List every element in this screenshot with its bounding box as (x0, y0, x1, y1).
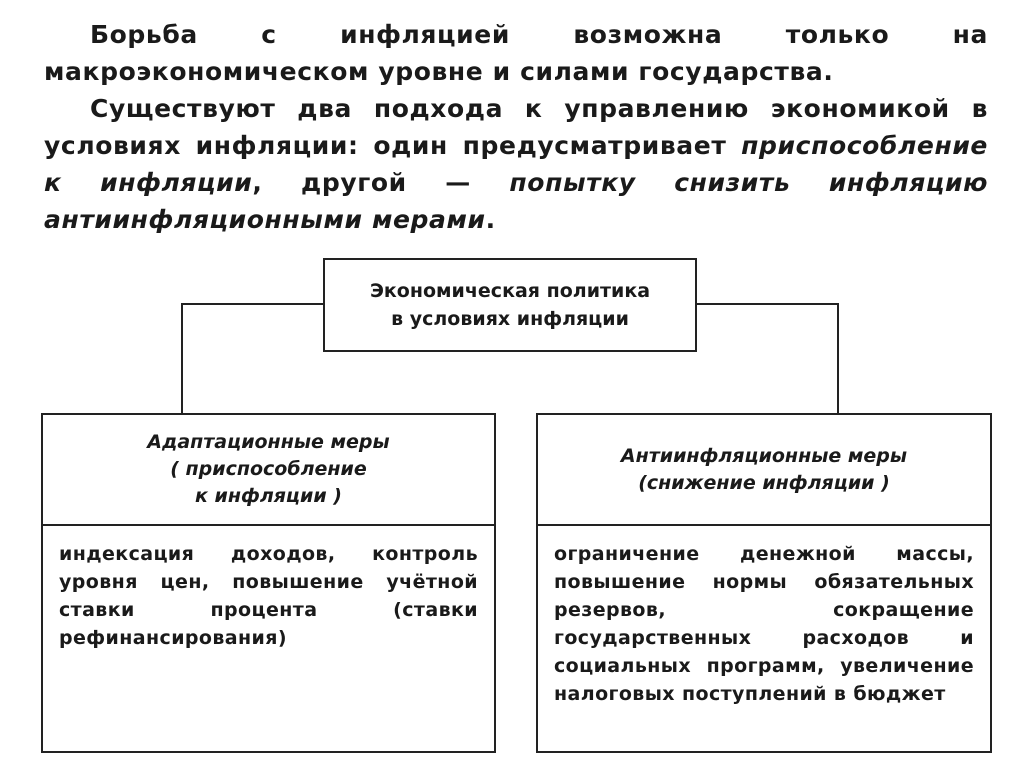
branch-anti-inflation-title-line-2: (снижение инфляции ) (638, 471, 890, 494)
connector-left-vertical (181, 303, 183, 415)
branch-adaptation-body: индексация доходов, контроль уровня цен, повышение учётной ставки процента (ставки рефинансирования) (59, 543, 478, 649)
branch-adaptation-title-line-2: ( приспособление (170, 458, 367, 480)
connector-right-horizontal (695, 303, 839, 305)
branch-adaptation-title-line-3: к инфляции ) (195, 485, 342, 507)
intro-paragraph-2-part-1: Существуют два подхода к управлению экономикой в условиях инфляции: один предусматривает (44, 94, 988, 160)
connector-right-vertical (837, 303, 839, 415)
intro-paragraph-2-end: . (485, 205, 496, 234)
root-node-line-2: в условиях инфляции (391, 308, 629, 330)
branch-adaptation-header (43, 415, 494, 526)
connector-left-horizontal (181, 303, 325, 305)
root-node-economic-policy (323, 258, 697, 352)
branch-anti-inflation-title-line-1: Антиинфляционные меры (620, 444, 908, 467)
intro-paragraph-2-emphasis-2: попытку снизить инфляцию антиинфляционными мерами (44, 168, 988, 234)
branch-anti-inflation-measures (536, 413, 992, 753)
intro-paragraph-2-part-2: , другой — (252, 168, 510, 197)
intro-paragraph-1-text: Борьба с инфляцией возможна только на макроэкономическом уровне и силами государства. (44, 20, 988, 86)
branch-anti-inflation-body: ограничение денежной массы, повышение нормы обязательных резервов, сокращение государственных расходов и социальных программ, увеличение налоговых поступлений в бюджет (554, 543, 974, 705)
branch-anti-inflation-header (538, 415, 990, 526)
branch-adaptation-measures (41, 413, 496, 753)
root-node-line-1: Экономическая политика (369, 280, 651, 302)
branch-adaptation-title-line-1: Адаптационные меры (147, 431, 390, 453)
intro-paragraph-2-emphasis-1: приспособление к инфляции (44, 131, 988, 197)
